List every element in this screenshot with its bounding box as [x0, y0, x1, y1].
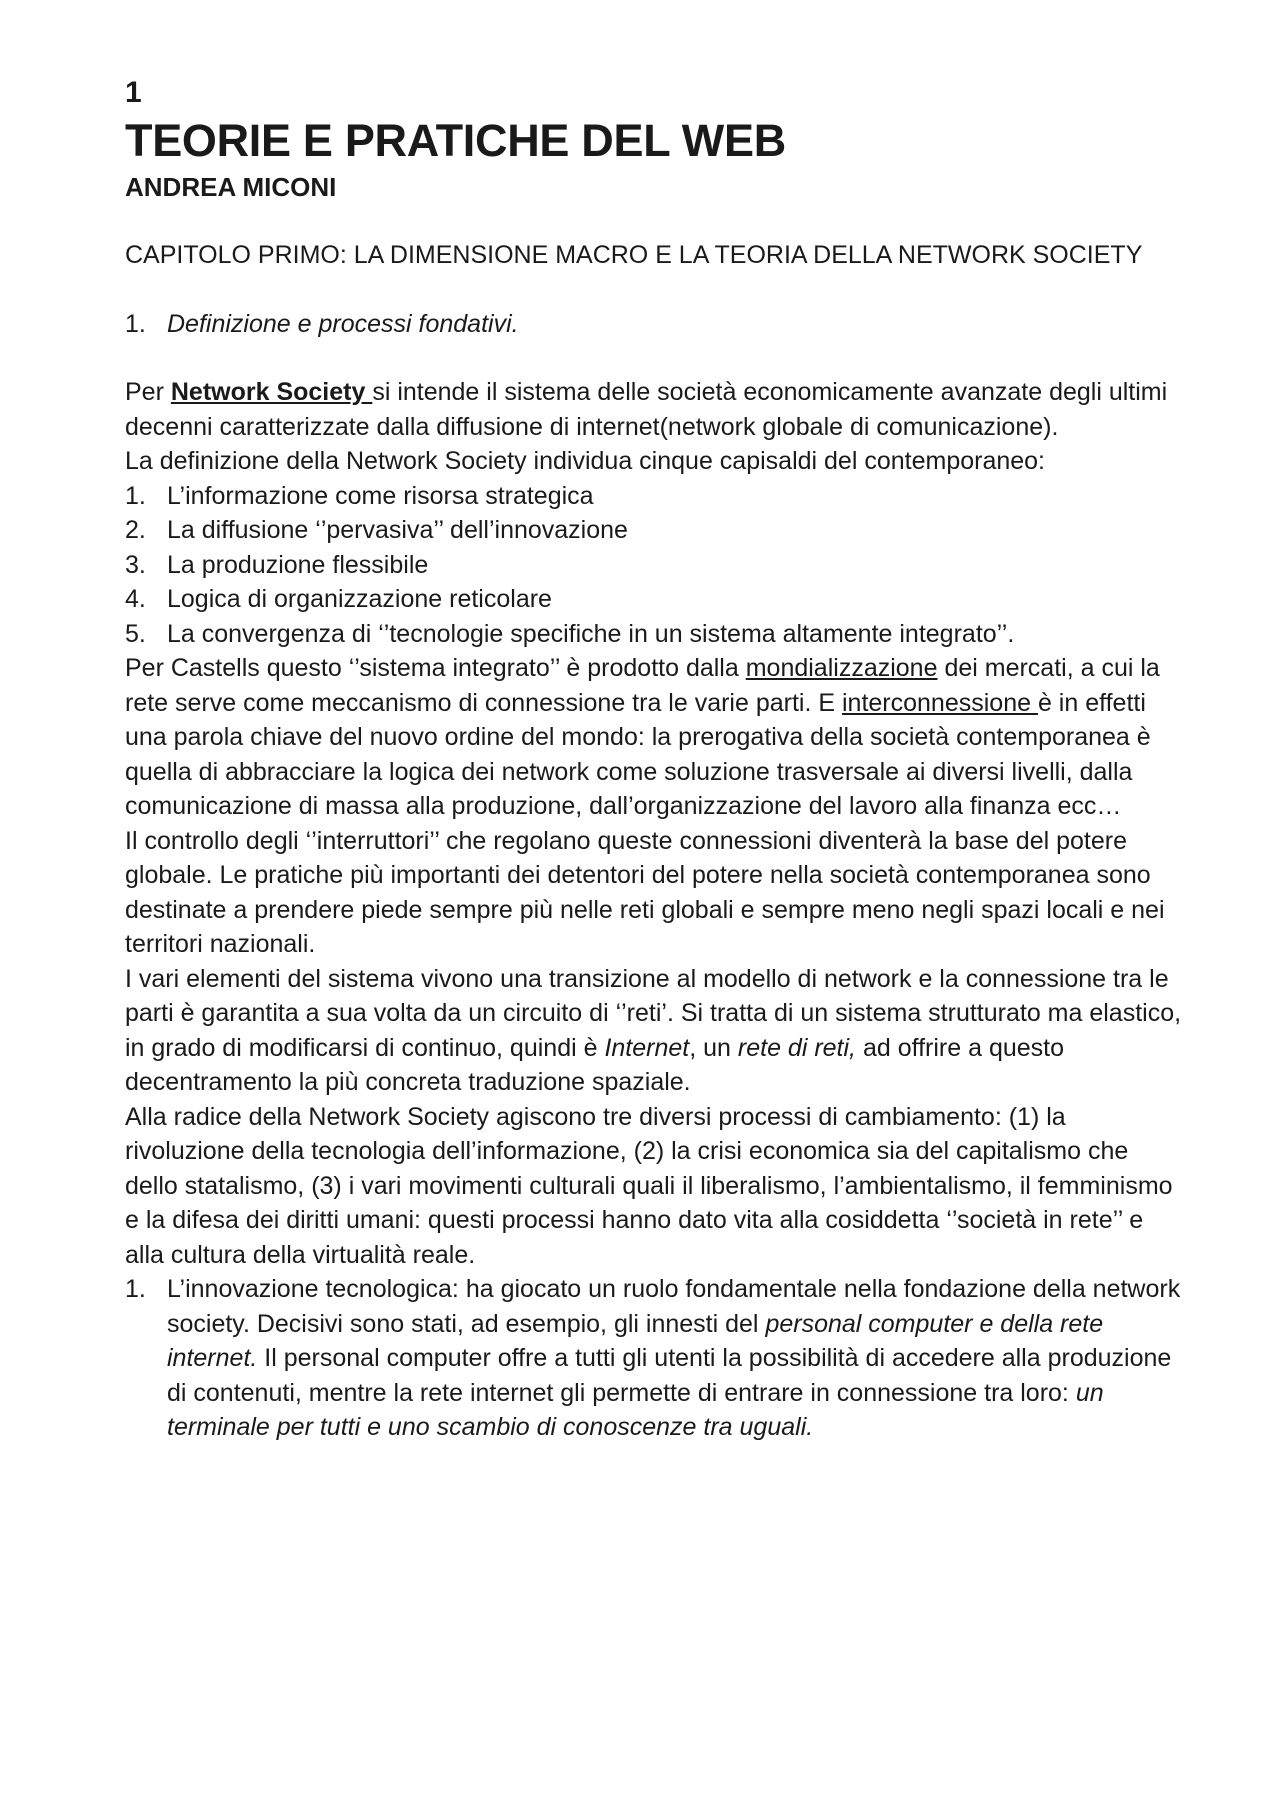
section-number: 1.	[125, 309, 146, 338]
list-item-text: La produzione flessibile	[167, 550, 429, 579]
section-title: Definizione e processi fondativi.	[167, 309, 519, 338]
elementi-text-c: ad offrire a questo decentramento la più concreta traduzione spaziale.	[125, 1033, 1065, 1096]
elementi-text-b: , un	[689, 1033, 738, 1062]
section-heading	[125, 307, 1185, 342]
internet-term: Internet	[604, 1033, 690, 1062]
list-item-text: La diffusione ‘’pervasiva’’ dell’innovazione	[167, 516, 628, 544]
list-item-text: L’informazione come risorsa strategica	[167, 481, 594, 510]
interconnessione-term: interconnessione	[841, 688, 1038, 717]
list-item-number: 1.	[125, 1275, 146, 1303]
capisaldi-intro: La definizione della Network Society individua cinque capisaldi del contemporaneo:	[125, 447, 1046, 475]
list-item-number: 5.	[125, 619, 146, 648]
intro-text-a: Per	[125, 378, 171, 406]
network-society-term: Network Society	[170, 378, 373, 406]
capisaldi-list	[125, 479, 1185, 652]
document-author: ANDREA MICONI	[125, 172, 337, 202]
list-item-text	[167, 1272, 1185, 1445]
list-item-number: 1.	[125, 481, 146, 510]
elementi-text-a: I vari elementi del sistema vivono una transizione al modello di network e la connessione tra le parti è garantita a sua volta da un circuito di ‘’reti’. Si tratta di un sistema strutturato ma elastico, in grado di modificarsi di continuo, quindi è	[125, 964, 1182, 1062]
radice-paragraph: Alla radice della Network Society agiscono tre diversi processi di cambiamento: (1) la rivoluzione della tecnologia dell’informazione, (2) la crisi economica sia del capitalismo che dello statalismo, (3) i vari movimenti culturali quali il liberalismo, l’ambientalismo, il femminismo e la difesa dei diritti umani: questi processi hanno dato vita alla cosiddetta ‘’società in rete’’ e alla cultura della virtualità reale.	[125, 1102, 1173, 1269]
rete-di-reti-term: rete di reti,	[737, 1033, 856, 1062]
list-item-number: 2.	[125, 516, 146, 544]
innovazione-text-b: Il personal computer offre a tutti gli utenti la possibilità di accedere alla produzione di contenuti, mentre la rete internet gli permette di entrare in connessione tra loro:	[167, 1344, 1172, 1407]
castells-text-b: dei mercati, a cui la rete serve come meccanismo di connessione tra le varie parti. E	[125, 654, 1160, 717]
castells-text-a: Per Castells questo ‘’sistema integrato’’ è prodotto dalla	[125, 654, 746, 682]
list-item	[125, 513, 1185, 548]
list-item	[125, 1272, 1185, 1445]
list-item	[125, 617, 1185, 652]
list-item	[125, 548, 1185, 583]
elementi-paragraph	[125, 962, 1185, 1100]
list-item	[125, 479, 1185, 514]
chapter-heading: CAPITOLO PRIMO: LA DIMENSIONE MACRO E LA TEORIA DELLA NETWORK SOCIETY	[125, 241, 1143, 269]
list-item-text: La convergenza di ‘’tecnologie specifiche in un sistema altamente integrato’’.	[167, 619, 1015, 648]
innovazione-text-a: L’innovazione tecnologica: ha giocato un ruolo fondamentale nella fondazione della network society. Decisivi sono stati, ad esempio, gli innesti del	[167, 1275, 1181, 1338]
document-title: TEORIE E PRATICHE DEL WEB	[125, 115, 786, 166]
page-number: 1	[125, 76, 142, 109]
controllo-paragraph: Il controllo degli ‘’interruttori’’ che regolano queste connessioni diventerà la base del potere globale. Le pratiche più importanti dei detentori del potere nella società contemporanea sono destinate a prendere piede sempre più nelle reti globali e sempre meno negli spazi locali e nei territori nazionali.	[125, 826, 1165, 958]
list-item-number: 3.	[125, 550, 146, 579]
innovazione-italic-1: personal computer e della rete internet.	[167, 1309, 1104, 1372]
intro-paragraph	[125, 375, 1185, 444]
mondializzazione-term: mondializzazione	[745, 654, 938, 682]
processi-list	[125, 1272, 1185, 1445]
list-item	[125, 582, 1185, 617]
intro-text-b: si intende il sistema delle società economicamente avanzate degli ultimi decenni caratterizzate dalla diffusione di internet(network globale di comunicazione).	[125, 378, 1168, 441]
castells-text-c: è in effetti una parola chiave del nuovo ordine del mondo: la prerogativa della società contemporanea è quella di abbracciare la logica dei network come soluzione trasversale ai diversi livelli, dalla comunicazione di massa alla produzione, dall’organizzazione del lavoro alla finanza ecc…	[125, 688, 1151, 820]
document-page	[125, 72, 1185, 1445]
list-item-number: 4.	[125, 585, 146, 613]
castells-paragraph	[125, 651, 1185, 824]
list-item-text: Logica di organizzazione reticolare	[167, 585, 552, 613]
innovazione-italic-2: un terminale per tutti e uno scambio di conoscenze tra uguali.	[167, 1378, 1104, 1441]
